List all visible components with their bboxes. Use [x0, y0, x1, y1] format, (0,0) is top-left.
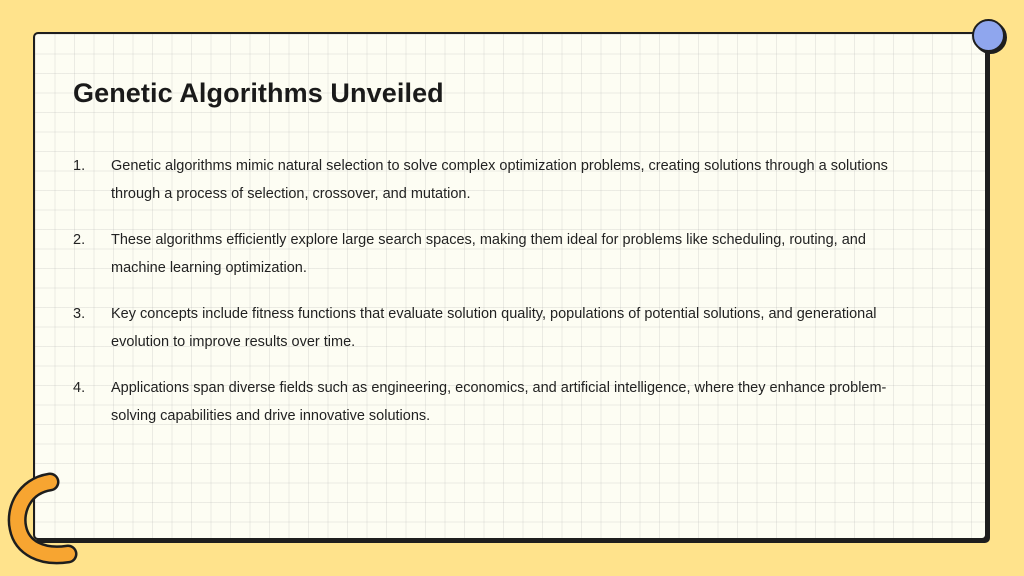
list-item-text: Genetic algorithms mimic natural selection to solve complex optimization problems, creating solutions through a solutions through a process of selection, crossover, and mutation. — [111, 158, 888, 202]
list-item — [73, 152, 913, 208]
list-item-text: Key concepts include fitness functions that evaluate solution quality, populations of potential solutions, and generational evolution to improve results over time. — [111, 306, 877, 350]
list-item-text: Applications span diverse fields such as engineering, economics, and artificial intelligence, where they enhance problem-solving capabilities and drive innovative solutions. — [111, 380, 887, 424]
list-item-number: 4. — [73, 380, 86, 396]
circle-dot-icon — [972, 19, 1005, 52]
list-item-number: 1. — [73, 158, 86, 174]
content-card — [33, 32, 987, 540]
list-item-number: 2. — [73, 232, 86, 248]
list-item-text: These algorithms efficiently explore large search spaces, making them ideal for problems like scheduling, routing, and machine learning optimization. — [111, 232, 866, 276]
list-item — [73, 226, 913, 282]
list-item — [73, 374, 913, 430]
orange-arc-icon — [6, 470, 86, 566]
numbered-list — [73, 152, 913, 448]
list-item-number: 3. — [73, 306, 86, 322]
list-item — [73, 300, 913, 356]
slide-title: Genetic Algorithms Unveiled — [73, 78, 444, 108]
